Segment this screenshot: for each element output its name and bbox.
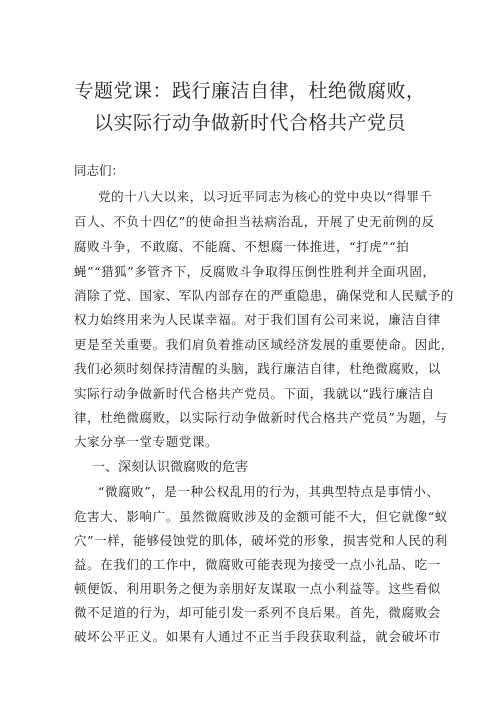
paragraph2-line: 穴”一样，能够侵蚀党的肌体，破坏党的形象，损害党和人民的利	[74, 533, 448, 548]
paragraph1-line: 更是至关重要。我们肩负着推动区域经济发展的重要使命。因此，	[74, 337, 454, 352]
paragraph2-line: 危害大、影响广。虽然微腐败涉及的金额可能不大，但它就像“蚁	[74, 509, 448, 524]
paragraph2-line: 益。在我们的工作中，微腐败可能表现为接受一点小礼品、吃一	[74, 557, 441, 572]
paragraph2-line: 微不足道的行为，却可能引发一系列不良后果。首先，微腐败会	[74, 605, 441, 620]
paragraph2-line: “微腐败”，是一种公权乱用的行为，其典型特点是事情小、	[98, 484, 440, 499]
title-line-2: 以实际行动争做新时代合格共产党员	[93, 112, 406, 134]
title-line-1: 专题党课：践行廉洁自律，杜绝微腐败，	[74, 80, 426, 102]
paragraph1-line: 腐败斗争，不敢腐、不能腐、不想腐一体推进，“打虎”“拍	[74, 239, 410, 254]
paragraph1-line: 百人、不负十四亿”的使命担当祛病治乱，开展了史无前例的反	[74, 214, 435, 229]
paragraph1-line: 党的十八大以来，以习近平同志为核心的党中央以“得罪千	[98, 189, 433, 204]
paragraph1-line: 权力始终用来为人民谋幸福。对于我们国有公司来说，廉洁自律	[74, 312, 441, 327]
paragraph1-line: 实际行动争做新时代合格共产党员。下面，我就以“践行廉洁自	[74, 386, 435, 401]
section1-heading: 一、深刻认识微腐败的危害	[92, 460, 249, 475]
paragraph2-line: 顿便饭、利用职务之便为亲朋好友谋取一点小利益等。这些看似	[74, 581, 441, 596]
paragraph1-line: 蝇”“猎狐”多管齐下，反腐败斗争取得压倒性胜利并全面巩固，	[74, 264, 436, 279]
salutation: 同志们：	[74, 163, 125, 178]
paragraph1-line: 我们必须时刻保持清醒的头脑，践行廉洁自律，杜绝微腐败，以	[74, 361, 441, 376]
paragraph1-line: 律，杜绝微腐败，以实际行动争做新时代合格共产党员”为题，与	[74, 410, 448, 425]
paragraph1-line: 大家分享一堂专题党课。	[74, 434, 219, 449]
paragraph1-line: 消除了党、国家、军队内部存在的严重隐患，确保党和人民赋予的	[74, 288, 454, 303]
paragraph2-line: 破坏公平正义。如果有人通过不正当手段获取利益，就会破坏市	[74, 629, 441, 644]
